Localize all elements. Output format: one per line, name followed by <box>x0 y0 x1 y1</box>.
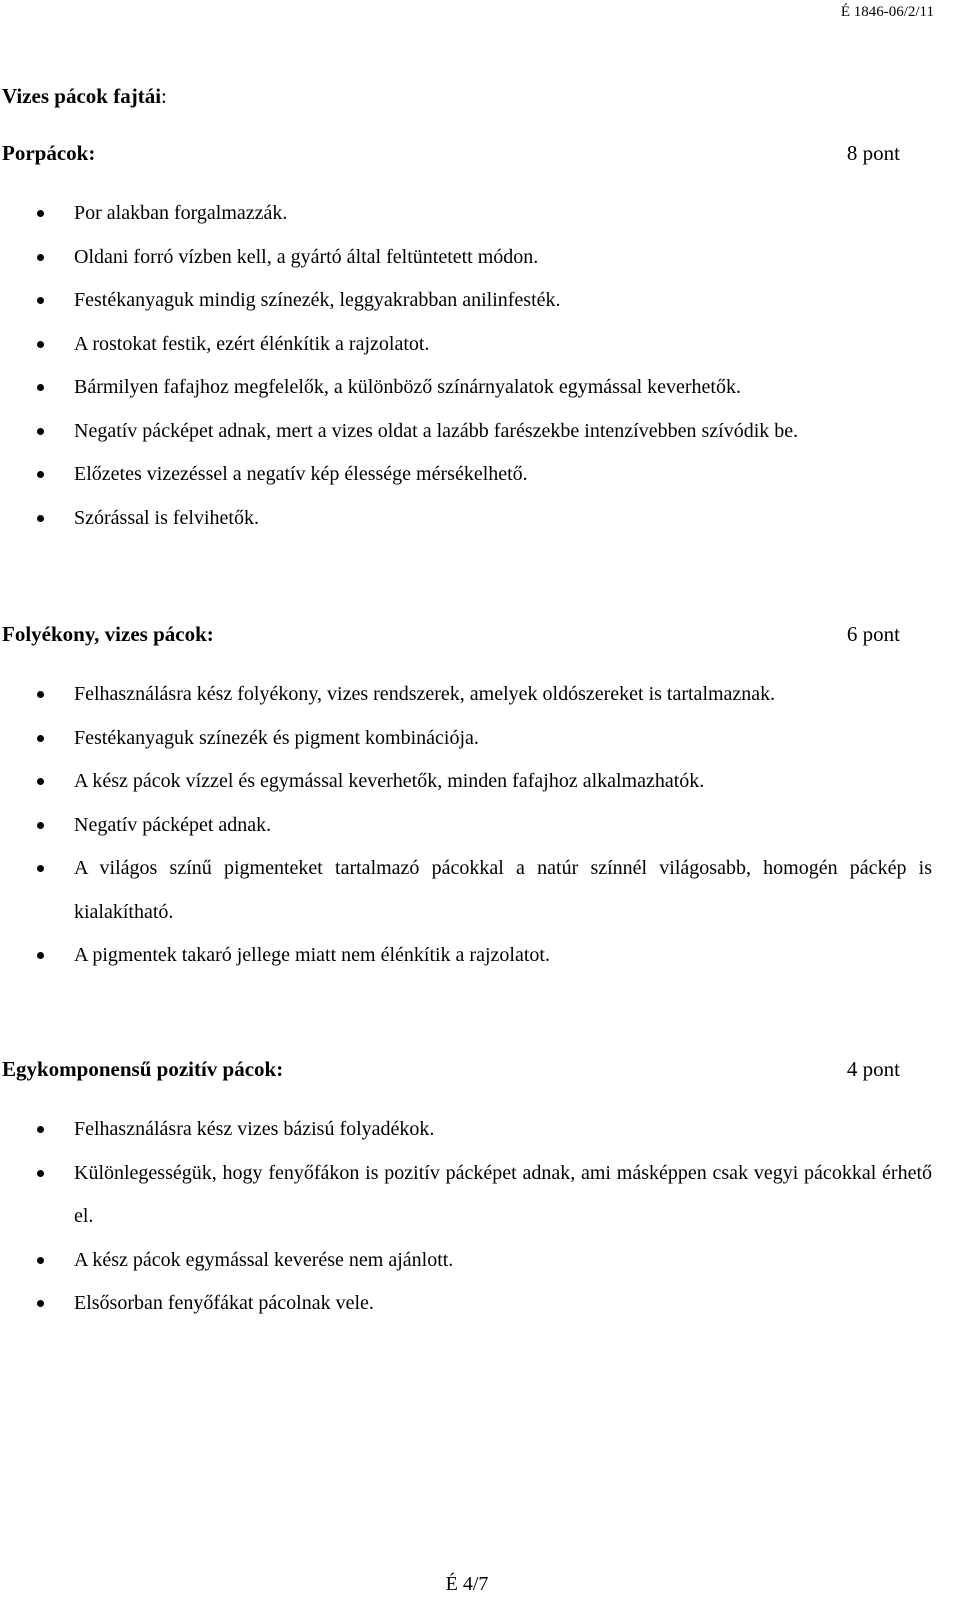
list-item <box>0 366 932 410</box>
section-title-porpacok: Porpácok: <box>2 141 96 165</box>
folyekony-list <box>0 673 932 978</box>
page-number: É 4/7 <box>445 1573 489 1595</box>
list-item-text: A világos színű pigmenteket tartalmazó pácokkal a natúr színnél világosabb, homogén páckép is kialakítható. <box>74 857 932 923</box>
list-item <box>0 934 932 978</box>
bullet-icon <box>37 515 44 522</box>
section-title-folyekony: Folyékony, vizes pácok: <box>2 622 214 646</box>
list-item-text: Elsősorban fenyőfákat pácolnak vele. <box>74 1292 374 1314</box>
egykomponensu-list <box>0 1108 932 1326</box>
list-item-text: Felhasználásra kész folyékony, vizes rendszerek, amelyek oldószereket is tartalmaznak. <box>74 683 776 705</box>
list-item <box>0 717 932 761</box>
list-item <box>0 1239 932 1283</box>
intro-title <box>2 84 167 109</box>
section-title-egykomponensu: Egykomponensű pozitív pácok: <box>2 1057 284 1081</box>
list-item-text: Szórással is felvihetők. <box>74 506 259 529</box>
intro-title-bold: Vizes pácok fajtái <box>2 84 162 108</box>
list-item <box>0 236 932 280</box>
bullet-icon <box>37 778 44 785</box>
porpacok-list <box>0 192 932 540</box>
list-item-text: Előzetes vizezéssel a negatív kép élessége mérsékelhető. <box>74 463 528 485</box>
bullet-icon <box>37 952 44 959</box>
list-item-text: A kész pácok egymással keverése nem ajánlott. <box>74 1248 454 1271</box>
list-item <box>0 804 932 848</box>
list-item <box>0 673 932 717</box>
intro-title-colon: : <box>161 84 167 108</box>
section-points-porpacok: 8 pont <box>846 141 900 165</box>
list-item <box>0 760 932 804</box>
bullet-icon <box>37 735 44 742</box>
list-item <box>0 847 932 934</box>
bullet-icon <box>37 865 44 872</box>
bullet-icon <box>37 1300 44 1307</box>
bullet-icon <box>37 254 44 261</box>
list-item-text: Felhasználásra kész vizes bázisú folyadékok. <box>74 1118 435 1140</box>
list-item <box>0 192 932 236</box>
bullet-icon <box>37 341 44 348</box>
bullet-icon <box>37 1257 44 1264</box>
list-item-text: Bármilyen fafajhoz megfelelők, a különböző színárnyalatok egymással keverhetők. <box>74 376 741 398</box>
list-item-text: Festékanyaguk mindig színezék, leggyakrabban anilinfesték. <box>74 289 561 311</box>
list-item-text: Különlegességük, hogy fenyőfákon is pozitív pácképet adnak, ami másképpen csak vegyi pácokkal érhető el. <box>74 1161 932 1227</box>
bullet-icon <box>37 384 44 391</box>
list-item-text: Oldani forró vízben kell, a gyártó által feltüntetett módon. <box>74 245 539 268</box>
list-item-text: Negatív pácképet adnak, mert a vizes oldat a lazább farészekbe intenzívebben szívódik be. <box>74 419 799 442</box>
list-item <box>0 453 932 497</box>
bullet-icon <box>37 428 44 435</box>
list-item <box>0 1282 932 1326</box>
list-item <box>0 1152 932 1239</box>
list-item <box>0 1108 932 1152</box>
bullet-icon <box>37 1126 44 1133</box>
document-code: É 1846-06/2/11 <box>840 4 934 20</box>
list-item-text: Negatív pácképet adnak. <box>74 813 272 836</box>
list-item-text: A rostokat festik, ezért élénkítik a rajzolatot. <box>74 332 430 355</box>
list-item-text: Festékanyaguk színezék és pigment kombinációja. <box>74 726 479 749</box>
list-item <box>0 410 932 454</box>
list-item <box>0 279 932 323</box>
section-points-folyekony: 6 pont <box>846 622 900 646</box>
bullet-icon <box>37 210 44 217</box>
bullet-icon <box>37 297 44 304</box>
bullet-icon <box>37 822 44 829</box>
list-item <box>0 497 932 541</box>
list-item-text: Por alakban forgalmazzák. <box>74 202 288 224</box>
section-points-egykomponensu: 4 pont <box>846 1057 900 1081</box>
list-item-text: A pigmentek takaró jellege miatt nem élénkítik a rajzolatot. <box>74 944 550 966</box>
list-item <box>0 323 932 367</box>
list-item-text: A kész pácok vízzel és egymással keverhetők, minden fafajhoz alkalmazhatók. <box>74 770 705 792</box>
bullet-icon <box>37 691 44 698</box>
bullet-icon <box>37 471 44 478</box>
bullet-icon <box>37 1170 44 1177</box>
